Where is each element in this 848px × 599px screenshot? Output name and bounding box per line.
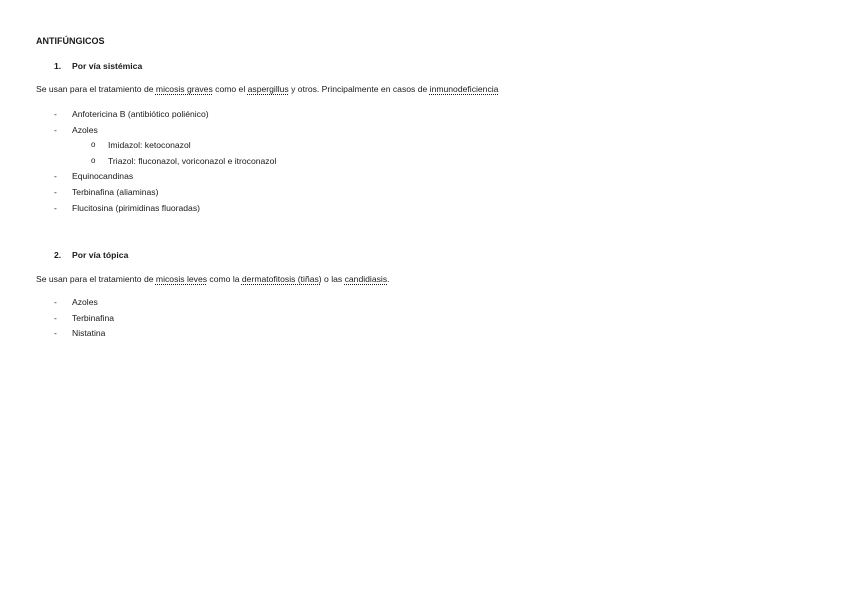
list-item-text: Flucitosina (pirimidinas fluoradas): [72, 202, 200, 213]
paragraph-text: o las: [321, 274, 345, 284]
paragraph-text: y otros. Principalmente en casos de: [288, 84, 430, 94]
circle-bullet: o: [91, 140, 96, 150]
circle-bullet: o: [91, 155, 96, 165]
list-item-text: Azoles: [72, 124, 98, 135]
section-1-number: 1.: [54, 61, 62, 71]
section-2-paragraph: [36, 275, 390, 284]
dash-bullet: -: [54, 109, 57, 119]
dash-bullet: -: [54, 297, 57, 307]
section-2-number: 2.: [54, 250, 62, 260]
section-1-heading: [54, 62, 142, 71]
list-item-text: Anfotericina B (antibiótico poliénico): [72, 109, 209, 119]
paragraph-text: como la: [207, 274, 242, 284]
underlined-term: micosis leves: [155, 274, 208, 284]
list-item-text: Equinocandinas: [72, 171, 134, 182]
underlined-term: dermatofitosis (tiñas): [241, 274, 322, 284]
section-2-heading: [54, 251, 128, 260]
paragraph-text: Se usan para el tratamiento de: [36, 274, 156, 284]
underlined-term: candidiasis: [344, 274, 388, 284]
list-item-text: Terbinafina (aliaminas): [72, 186, 159, 197]
list-item-text: Triazol: fluconazol, voriconazol e itroconazol: [108, 155, 277, 166]
dash-bullet: -: [54, 171, 57, 182]
paragraph-text: como el: [212, 84, 248, 94]
section-1-heading-text: Por vía sistémica: [72, 61, 143, 71]
section-2-heading-text: Por vía tópica: [72, 250, 129, 260]
list-item-text: Terbinafina: [72, 312, 115, 323]
underlined-term: inmunodeficiencia: [429, 84, 499, 94]
section-1-paragraph: [36, 85, 498, 94]
list-item-text: Azoles: [72, 297, 98, 307]
list-item-text: Imidazol: ketoconazol: [108, 140, 191, 151]
dash-bullet: -: [54, 124, 57, 135]
dash-bullet: -: [54, 186, 57, 197]
dash-bullet: -: [54, 312, 57, 323]
underlined-term: aspergillus: [247, 84, 289, 94]
document-title: ANTIFÚNGICOS: [36, 36, 105, 46]
paragraph-text: Se usan para el tratamiento de: [36, 84, 156, 94]
underlined-term: micosis graves: [155, 84, 213, 94]
paragraph-text: .: [387, 274, 390, 284]
list-item-text: Nistatina: [72, 328, 106, 339]
dash-bullet: -: [54, 328, 57, 339]
dash-bullet: -: [54, 202, 57, 213]
